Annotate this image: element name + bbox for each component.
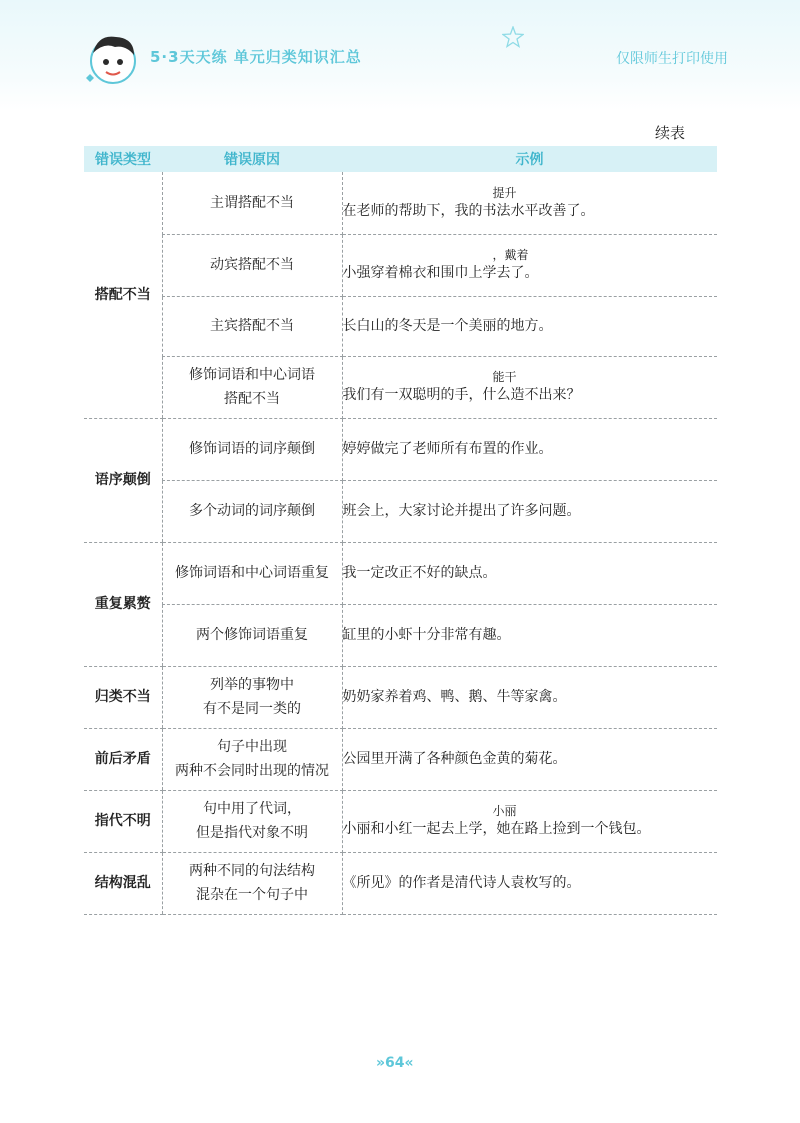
table-row bbox=[84, 790, 717, 852]
continued-label: 续表 bbox=[655, 124, 686, 142]
reason-line: 但是指代对象不明 bbox=[196, 825, 308, 841]
error-reason-cell bbox=[162, 666, 342, 728]
print-notice: 仅限师生打印使用 bbox=[616, 51, 728, 67]
page-number: »64« bbox=[376, 1055, 414, 1071]
example-sentence: 《所见》的作者是清代诗人袁枚写的。 bbox=[342, 875, 581, 891]
reason-line: 多个动词的词序颠倒 bbox=[189, 503, 315, 519]
reason-line: 两种不会同时出现的情况 bbox=[175, 763, 329, 779]
page-number-right-arrow: « bbox=[404, 1055, 414, 1071]
example-wrap bbox=[343, 185, 718, 221]
example-wrap bbox=[343, 501, 718, 521]
error-reason-cell bbox=[162, 852, 342, 914]
error-reason-cell bbox=[162, 172, 342, 234]
reason-line: 搭配不当 bbox=[224, 391, 280, 407]
reason-line: 句子中出现 bbox=[217, 739, 287, 755]
reason-line: 修饰词语的词序颠倒 bbox=[189, 441, 315, 457]
example-sentence: 缸里的小虾十分非常有趣。 bbox=[342, 627, 511, 643]
page-header bbox=[0, 0, 800, 110]
error-reason-cell bbox=[162, 418, 342, 480]
error-type-cell: 前后矛盾 bbox=[84, 728, 162, 790]
example-sentence: 小强穿着棉衣和围巾上学去了。 bbox=[342, 265, 539, 281]
error-type-cell: 结构混乱 bbox=[84, 852, 162, 914]
error-reason-cell bbox=[162, 234, 342, 296]
header-error-reason: 错误原因 bbox=[162, 146, 342, 172]
example-cell bbox=[342, 234, 717, 296]
example-sentence: 班会上，大家讨论并提出了许多问题。 bbox=[342, 503, 581, 519]
example-wrap bbox=[343, 316, 718, 336]
table-row bbox=[84, 604, 717, 666]
example-cell bbox=[342, 356, 717, 418]
reason-line: 主宾搭配不当 bbox=[210, 318, 294, 334]
error-type-cell: 语序颠倒 bbox=[84, 418, 162, 542]
correction-note: 小丽 bbox=[492, 804, 517, 818]
example-cell bbox=[342, 480, 717, 542]
correction-note: 能干 bbox=[492, 370, 517, 384]
example-cell bbox=[342, 604, 717, 666]
reason-line: 两种不同的句法结构 bbox=[189, 863, 315, 879]
error-type-cell: 指代不明 bbox=[84, 790, 162, 852]
example-wrap bbox=[343, 247, 718, 283]
example-cell bbox=[342, 418, 717, 480]
example-cell bbox=[342, 542, 717, 604]
example-sentence: 在老师的帮助下，我的书法水平改善了。 bbox=[342, 202, 595, 219]
error-reason-cell bbox=[162, 296, 342, 356]
table-row bbox=[84, 296, 717, 356]
table-row bbox=[84, 172, 717, 234]
error-type-cell: 重复累赘 bbox=[84, 542, 162, 666]
example-sentence: 长白山的冬天是一个美丽的地方。 bbox=[342, 318, 553, 334]
example-cell bbox=[342, 666, 717, 728]
reason-line: 两个修饰词语重复 bbox=[196, 627, 308, 643]
table-row bbox=[84, 852, 717, 914]
example-wrap bbox=[343, 625, 718, 645]
table-row bbox=[84, 234, 717, 296]
error-reason-cell bbox=[162, 604, 342, 666]
example-wrap bbox=[343, 439, 718, 459]
example-cell bbox=[342, 728, 717, 790]
example-wrap bbox=[343, 803, 718, 839]
table-row bbox=[84, 666, 717, 728]
error-reason-cell bbox=[162, 728, 342, 790]
brand-title: 5·3天天练 单元归类知识汇总 bbox=[150, 48, 362, 66]
table-row bbox=[84, 728, 717, 790]
correction-note: 提升 bbox=[492, 185, 517, 200]
error-reason-cell bbox=[162, 790, 342, 852]
reason-line: 混杂在一个句子中 bbox=[196, 887, 308, 903]
error-type-cell: 归类不当 bbox=[84, 666, 162, 728]
table-row bbox=[84, 542, 717, 604]
table-row bbox=[84, 480, 717, 542]
error-reason-cell bbox=[162, 356, 342, 418]
reason-line: 修饰词语和中心词语重复 bbox=[175, 565, 329, 581]
table-row bbox=[84, 418, 717, 480]
example-wrap bbox=[343, 563, 718, 583]
example-sentence: 小丽和小红一起去上学，她在路上捡到一个钱包。 bbox=[342, 821, 651, 837]
header-error-type: 错误类型 bbox=[84, 146, 162, 172]
example-sentence: 我一定改正不好的缺点。 bbox=[342, 565, 497, 581]
error-type-cell: 搭配不当 bbox=[84, 172, 162, 418]
error-reason-cell bbox=[162, 480, 342, 542]
table-header-row bbox=[84, 146, 717, 172]
example-sentence: 婷婷做完了老师所有布置的作业。 bbox=[342, 441, 553, 457]
star-icon bbox=[502, 26, 524, 48]
reason-line: 主谓搭配不当 bbox=[210, 194, 294, 211]
example-wrap bbox=[343, 749, 718, 769]
error-reason-cell bbox=[162, 542, 342, 604]
table-row bbox=[84, 356, 717, 418]
example-wrap bbox=[343, 873, 718, 893]
header-example: 示例 bbox=[342, 146, 717, 172]
example-sentence: 我们有一双聪明的手，什么造不出来？ bbox=[342, 387, 581, 403]
example-cell bbox=[342, 172, 717, 234]
error-type-table bbox=[84, 146, 717, 915]
reason-line: 动宾搭配不当 bbox=[210, 257, 294, 273]
example-cell bbox=[342, 296, 717, 356]
cartoon-boy-icon bbox=[82, 28, 144, 90]
reason-line: 有不是同一类的 bbox=[203, 701, 301, 717]
example-cell bbox=[342, 790, 717, 852]
example-wrap bbox=[343, 369, 718, 405]
reason-line: 列举的事物中 bbox=[210, 677, 294, 693]
reason-line: 句中用了代词， bbox=[203, 801, 301, 817]
example-sentence: 公园里开满了各种颜色金黄的菊花。 bbox=[342, 751, 567, 767]
page-number-left-arrow: » bbox=[376, 1055, 386, 1071]
example-cell bbox=[342, 852, 717, 914]
example-sentence: 奶奶家养着鸡、鸭、鹅、牛等家禽。 bbox=[342, 689, 567, 705]
correction-note: ，戴着 bbox=[492, 248, 529, 262]
reason-line: 修饰词语和中心词语 bbox=[189, 367, 315, 383]
example-wrap bbox=[343, 687, 718, 707]
